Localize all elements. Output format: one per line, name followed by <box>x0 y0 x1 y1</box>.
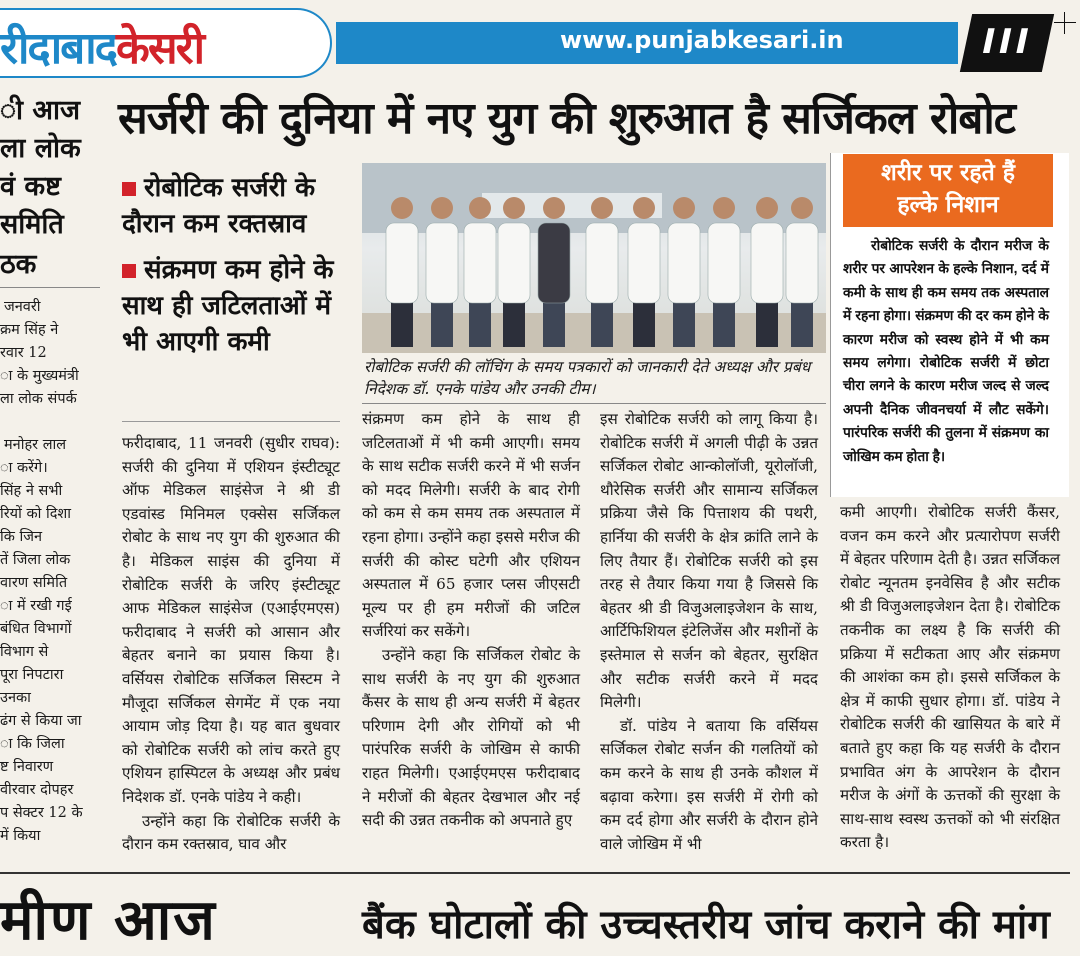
person-body <box>586 223 618 303</box>
person-legs <box>633 301 655 347</box>
team-photo-illustration <box>362 163 826 353</box>
bullet-1 <box>122 170 342 242</box>
paragraph: फरीदाबाद, 11 जनवरी (सुधीर राघव): सर्जरी की दुनिया में एशियन इंस्टीट्यूट ऑफ मेडिकल साइंसेज ने श्री डी एडवांस्ड मिनिमल एक्सेस सर्जिकल रोबोट के साथ नए युग की शुरुआत की है। मेडिकल साइंस की दुनिया में रोबोटिक सर्जरी के जरिए इंस्टीट्यूट आफ मेडिकल साइंसेज (एआईएमएस) फरीदाबाद ने सर्जरी को आसान और बेहतर बनाने का प्रयास किया है। वर्सियस रोबोटिक सर्जिकल सिस्टम ने मौजूदा सर्जिकल सेगमेंट में एक नया आयाम जोड़ दिया है। यह बात बुधवार को रोबोटिक सर्जरी को लांच करते हुए एशियन हास्पिटल के अध्यक्ष और प्रबंध निदेशक डॉ. एनके पांडेय ने कही। <box>122 434 340 806</box>
person-legs <box>673 301 695 347</box>
left-body-line: वीरवार दोपहर <box>0 782 74 798</box>
bullet-square-icon <box>122 264 136 278</box>
person-body <box>426 223 458 303</box>
left-body-line: सिंह ने सभी <box>0 483 63 499</box>
article-column-2 <box>362 408 580 833</box>
left-body-line: वारण समिति <box>0 575 68 591</box>
person-body <box>498 223 530 303</box>
person-body <box>386 223 418 303</box>
bottom-right-headline: बैंक घोटालों की उच्चस्तरीय जांच कराने की मांग <box>362 902 1050 948</box>
person-body <box>751 223 783 303</box>
left-heading-line: वं कष्ट <box>0 171 61 202</box>
person-head <box>543 197 565 219</box>
logo-city: रीदाबाद <box>0 23 117 74</box>
person-head <box>391 197 413 219</box>
left-body-line: विभाग से <box>0 644 49 660</box>
left-body-line: में किया <box>0 828 41 844</box>
person-body <box>708 223 740 303</box>
left-body-line: ष्ट निवारण <box>0 759 54 775</box>
sidebar-box-title <box>843 154 1053 227</box>
person-head <box>791 197 813 219</box>
sidebar-box-text <box>843 234 1049 468</box>
page-marker: III <box>960 14 1054 72</box>
left-body-line: ढंग से किया जा <box>0 713 82 729</box>
bottom-divider <box>0 872 1070 874</box>
left-body-line: प सेक्टर 12 के <box>0 805 83 821</box>
left-body-line: मनोहर लाल <box>4 437 67 453</box>
left-body-line: ा में रखी गई <box>0 598 72 614</box>
bullet-1-text: रोबोटिक सर्जरी के दौरान कम रक्तस्राव <box>122 173 316 239</box>
person-legs <box>791 301 813 347</box>
left-heading-line: समिति <box>0 209 64 240</box>
bullet-square-icon <box>122 182 136 196</box>
person-body <box>668 223 700 303</box>
paragraph: इस रोबोटिक सर्जरी को लागू किया है। रोबोटिक सर्जरी में अगली पीढ़ी के उन्नत सर्जिकल रोबोट आन्कोलॉजी, यूरोलॉजी, थौरेसिक सर्जरी और सामान्य सर्जिकल प्रक्रिया जैसे कि पित्ताशय की पथरी, हार्निया की सर्जरी के क्षेत्र क्रांति लाने के लिए तैयार हैं। रोबोटिक सर्जरी को इस तरह से तैयार किया गया है जिससे कि बेहतर श्री डी विजुअलाइजेशन के साथ, आर्टिफिशियल इंटेलिजेंस और मशीनों के इस्तेमाल से सर्जन को बेहतर, सुरक्षित और सटीक सर्जरी करने में मदद मिलेगी। <box>600 410 818 712</box>
headline: सर्जरी की दुनिया में नए युग की शुरुआत है सर्जिकल रोबोट <box>118 93 1015 144</box>
person-head <box>756 197 778 219</box>
bottom-left-headline: मीण आज <box>0 888 217 953</box>
bullet-2-text: संक्रमण कम होने के साथ ही जटिलताओं में भी आएगी कमी <box>122 255 334 357</box>
person-head <box>673 197 695 219</box>
person-legs <box>503 301 525 347</box>
person-head <box>431 197 453 219</box>
left-heading-line: ठक <box>0 249 37 280</box>
person-head <box>469 197 491 219</box>
article-column-4 <box>840 501 1060 855</box>
bullet-2 <box>122 252 342 360</box>
caption-divider <box>362 403 826 404</box>
left-heading-line: ी आज <box>0 95 81 126</box>
left-body-line: रवार 12 <box>0 345 47 361</box>
left-body-line: क्रम सिंह ने <box>0 322 59 338</box>
person-head <box>633 197 655 219</box>
sidebar-title-line-2: हल्के निशान <box>897 192 999 218</box>
left-heading-line: ला लोक <box>0 133 81 164</box>
masthead-logo <box>0 8 332 78</box>
left-body-line: ला लोक संपर्क <box>0 391 77 407</box>
person-legs <box>713 301 735 347</box>
person-legs <box>543 301 565 347</box>
left-body-line: बंधित विभागों <box>0 621 72 637</box>
person-body <box>786 223 818 303</box>
left-body-line: जनवरी <box>4 299 41 315</box>
left-body-line: ा कि जिला <box>0 736 65 752</box>
paragraph: संक्रमण कम होने के साथ ही जटिलताओं में भी कमी आएगी। समय के साथ सटीक सर्जरी करने में भी सर्जन को मदद मिलेगी। सर्जरी के बाद रोगी को कम से कम समय तक अस्पताल में रहना होगा। उन्होंने कहा इससे मरीज की सर्जरी की कोस्ट घटेगी और एशियन अस्पताल में 65 हजार प्लस जीएसटी मूल्य पर ही हम मरीजों की जटिल सर्जरियां कर सकेंगे। <box>362 410 580 641</box>
sidebar-text: रोबोटिक सर्जरी के दौरान मरीज के शरीर पर आपरेशन के हल्के निशान, दर्द में कमी के साथ ही कम समय तक अस्पताल में रहना होगा। संक्रमण की दर कम होने के कारण मरीज को स्वस्थ होने में भी कम समय लगेगा। रोबोटिक सर्जरी में छोटा चीरा लगने के कारण मरीज जल्द से जल्द अपनी दैनिक जीवनचर्या में लौट सकेंगे। पारंपरिक सर्जरी की तुलना में संक्रमण का जोखिम कम होता है। <box>843 238 1049 464</box>
paragraph: उन्होंने कहा कि सर्जिकल रोबोट के साथ सर्जरी के नए युग की शुरुआत कैंसर के साथ ही अन्य सर्जरी में बेहतर परिणाम देगी और रोगियों को भी पारंपरिक सर्जरी के जोखिम से काफी राहत मिलेगी। एआईएमएस फरीदाबाद ने मरीजों की बेहतर देखभाल और नई सदी की उन्नत तकनीक को अपनाते हुए <box>362 645 580 830</box>
left-body-line: तें जिला लोक <box>0 552 71 568</box>
left-divider <box>0 287 100 288</box>
left-body-line: पूरा निपटारा <box>0 667 64 683</box>
paragraph: उन्होंने कहा कि रोबोटिक सर्जरी के दौरान कम रक्तस्राव, घाव और <box>122 811 340 854</box>
left-body-line: ा करेंगे। <box>0 460 48 476</box>
person-legs <box>591 301 613 347</box>
article-column-3 <box>600 408 818 856</box>
person-head <box>591 197 613 219</box>
person-head <box>503 197 525 219</box>
paragraph: कमी आएगी। रोबोटिक सर्जरी कैंसर, वजन कम करने और प्रत्यारोपण सर्जरी में बेहतर परिणाम देती है। उन्नत सर्जिकल रोबोट न्यूनतम इनवेसिव है और सटीक श्री डी विजुअलाइजेशन देता है। रोबोटिक तकनीक का लक्ष्य है कि सर्जरी की प्रक्रिया में सटीकता आए और संक्रमण की आशंका कम हो। इससे सर्जिकल के क्षेत्र में काफी सुधार होगा। डॉ. पांडेय ने रोबोटिक सर्जरी की खासियत के बारे में बताते हुए कहा कि यह सर्जरी के दौरान प्रभावित अंग के आपरेशन के दौरान मरीज के अंगों के ऊत्तकों की सुरक्षा के साथ-साथ स्वस्थ ऊत्तकों को भी संरक्षित करता है। <box>840 503 1060 852</box>
left-body-line: ा के मुख्यमंत्री <box>0 368 79 384</box>
person-body <box>538 223 570 303</box>
left-body-line: कि जिन <box>0 529 43 545</box>
person-legs <box>391 301 413 347</box>
bullet-divider <box>122 421 340 422</box>
person-legs <box>756 301 778 347</box>
team-photo <box>362 163 826 353</box>
person-body <box>628 223 660 303</box>
person-legs <box>431 301 453 347</box>
article-column-1 <box>122 432 340 857</box>
left-body-line: उनका <box>0 690 31 706</box>
person-head <box>713 197 735 219</box>
sidebar-title-line-1: शरीर पर रहते हैं <box>881 160 1015 186</box>
registration-mark-icon <box>1054 12 1076 34</box>
logo-brand: केसरी <box>116 23 203 74</box>
left-body-line: रियों को दिशा <box>0 506 72 522</box>
person-legs <box>469 301 491 347</box>
paragraph: डॉ. पांडेय ने बताया कि वर्सियस सर्जिकल रोबोट सर्जन की गलतियों को कम करने के साथ ही उनके कौशल में बढ़ावा करेगा। इस सर्जरी में रोगी को कम दर्द होगा और सर्जरी के दौरान होने वाले जोखिम में भी <box>600 716 818 853</box>
masthead-url: www.punjabkesari.in <box>560 26 844 54</box>
person-body <box>464 223 496 303</box>
photo-caption: रोबोटिक सर्जरी की लॉचिंग के समय पत्रकारों को जानकारी देते अध्यक्ष और प्रबंध निदेशक डॉ. एनके पांडेय और उनकी टीम। <box>364 358 811 398</box>
